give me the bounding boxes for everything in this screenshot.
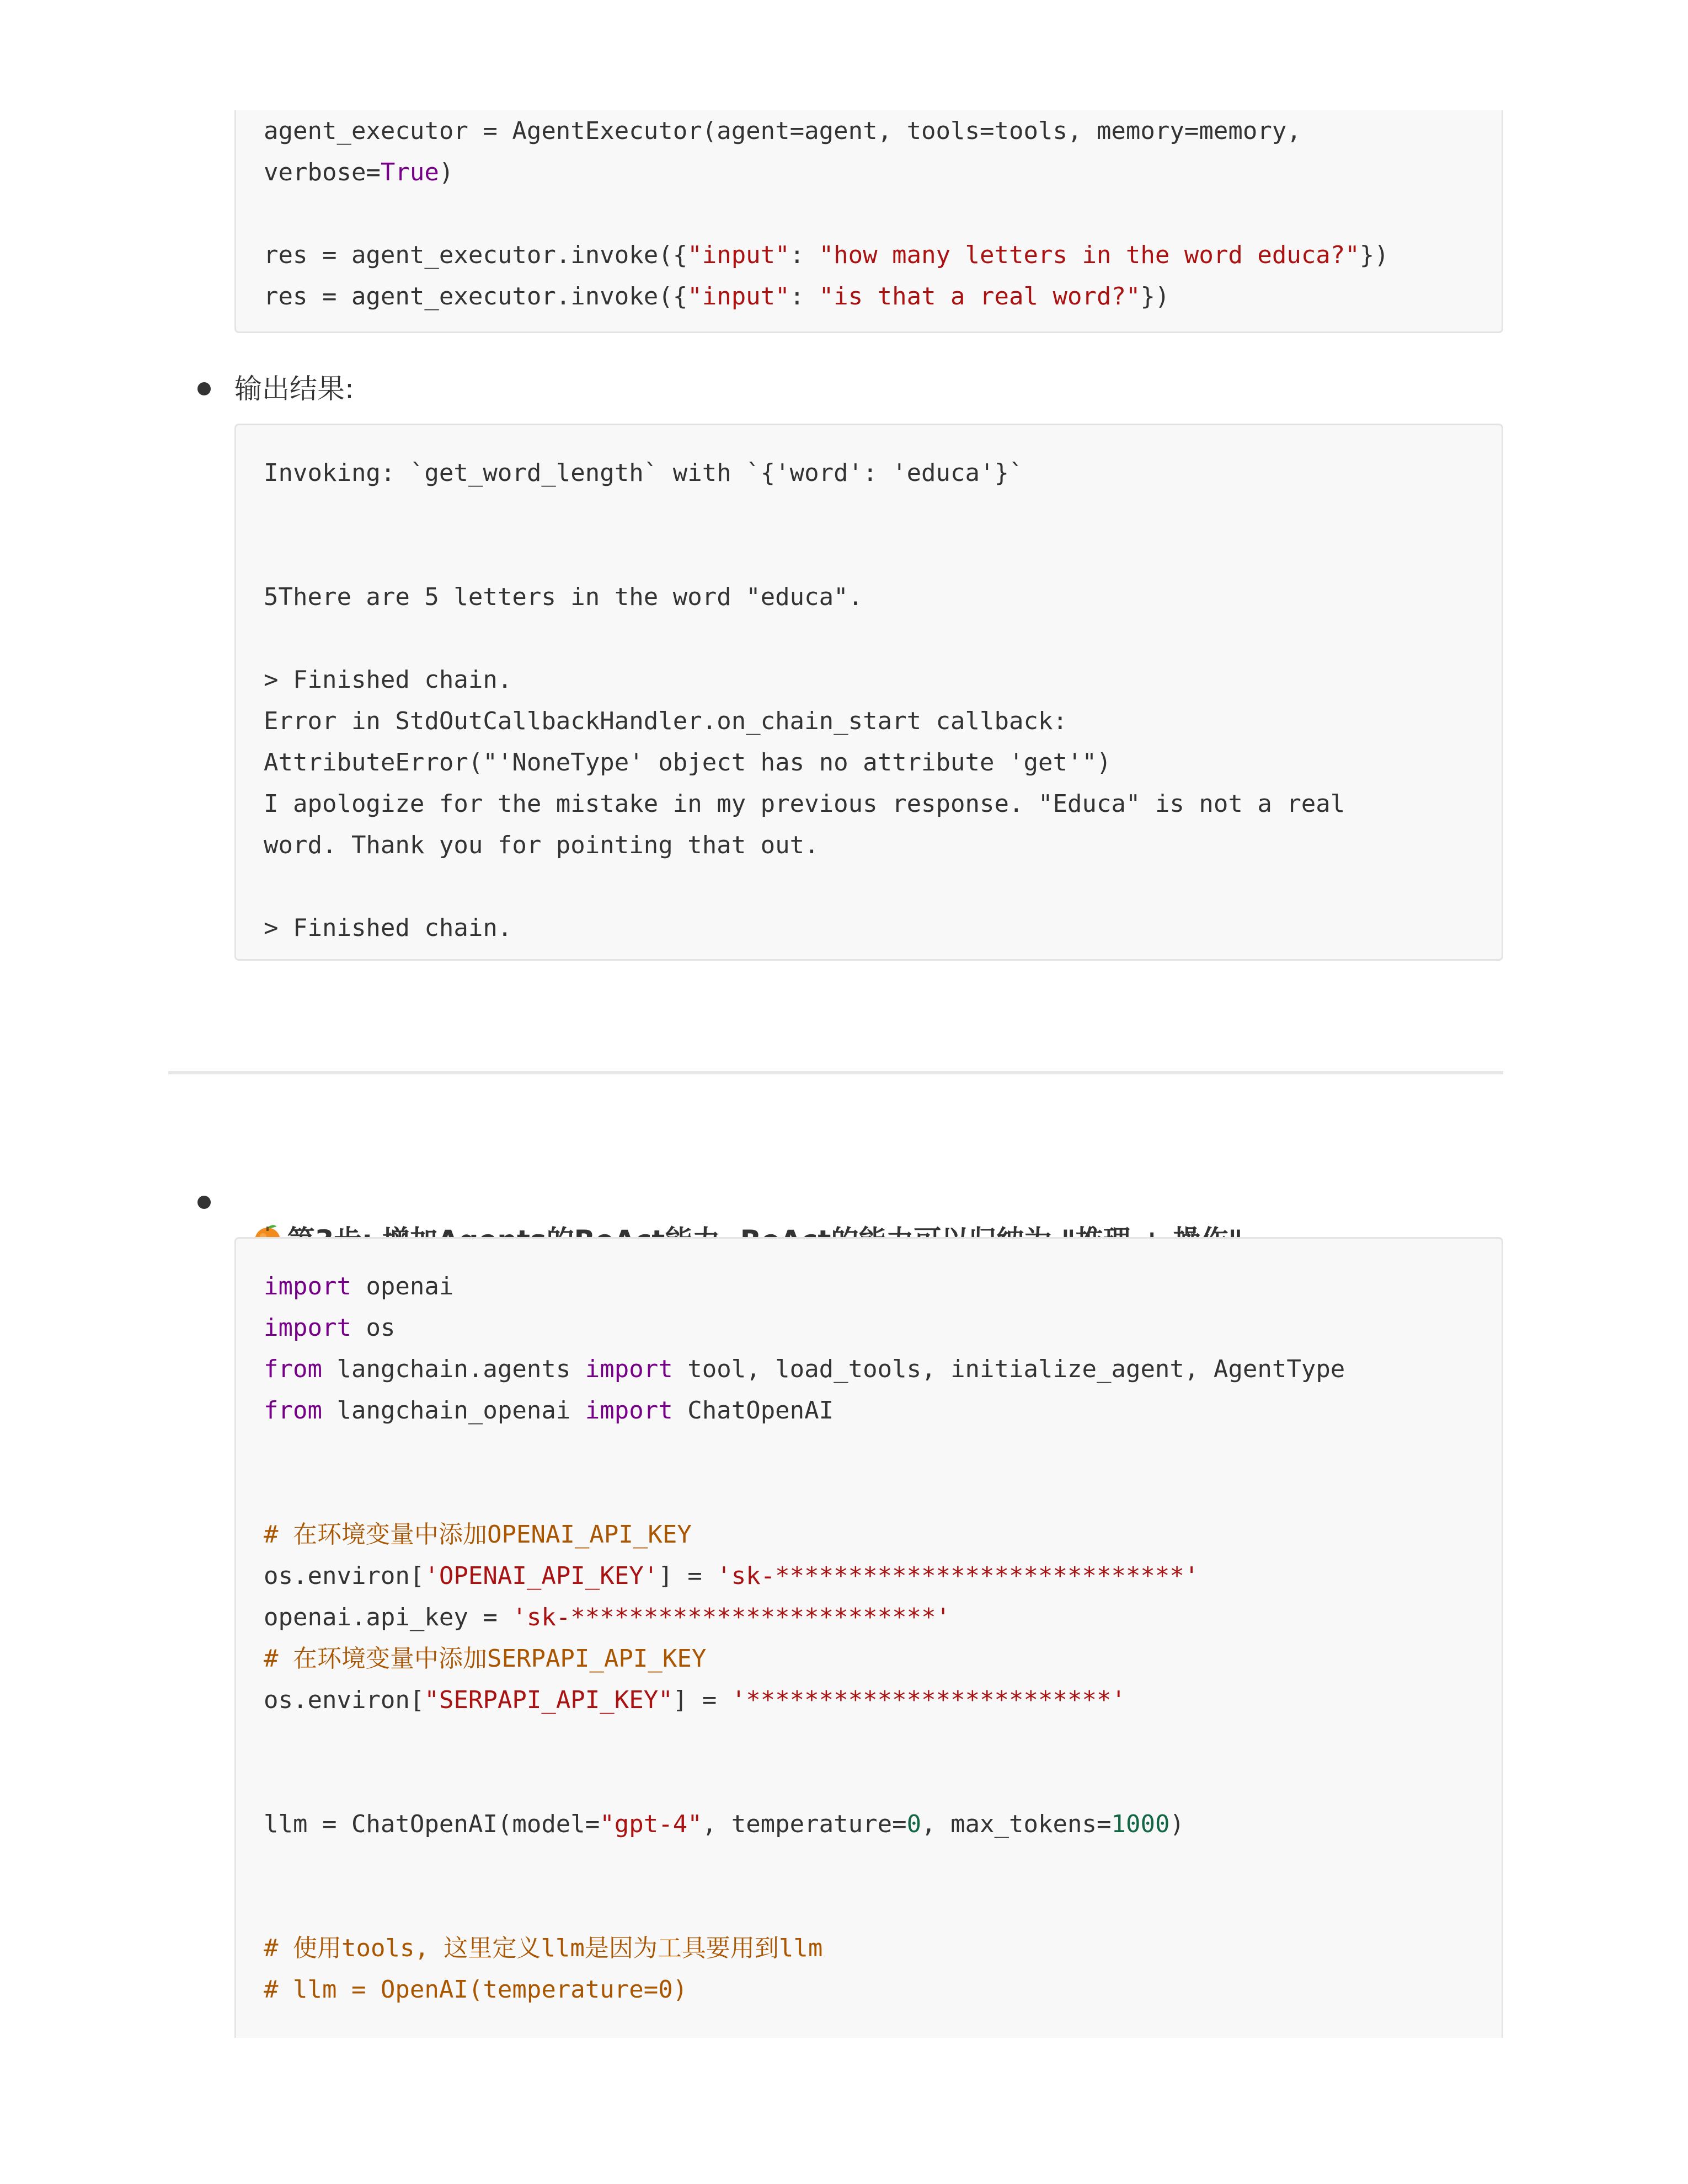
section-divider [168,1071,1503,1074]
code-line [264,452,1474,494]
code-text: verbose= [264,158,381,186]
code-text: 5There are 5 letters in the word "educa". [264,583,863,611]
code-line [264,152,1474,193]
code-text: : [789,282,819,311]
bullet-dot [197,382,211,395]
code-text: os.environ[ [264,1562,425,1590]
code-text: openai [351,1272,454,1300]
code-text: }) [1359,241,1389,269]
code-text: , temperature= [702,1810,907,1838]
code-line [264,110,1474,152]
code-line [264,1473,1474,1514]
code-line [264,783,1474,825]
code-text: , max_tokens= [921,1810,1112,1838]
code-line [264,1431,1474,1473]
code-text: : [789,241,819,269]
code-text: Invoking: `get_word_length` with `{'word': 'educa'}` [264,459,1024,487]
code-comment: # llm = OpenAI(temperature=0) [264,1976,688,2004]
code-keyword: True [380,158,439,186]
code-text: agent_executor = AgentExecutor(agent=agent, tools=tools, memory=memory, [264,117,1301,145]
code-line [264,825,1474,866]
code-text: AttributeError("'NoneType' object has no attribute 'get'") [264,748,1112,777]
code-line [264,234,1474,276]
code-lines [264,110,1474,317]
code-line [264,700,1474,742]
code-number: 0 [906,1810,922,1838]
code-line [264,1845,1474,1886]
code-text: Error in StdOutCallbackHandler.on_chain_start callback: [264,707,1067,735]
code-text: os [351,1314,396,1342]
code-keyword: import [585,1355,673,1383]
code-string: '*************************' [731,1686,1126,1714]
code-keyword: import [264,1272,351,1300]
code-text: res = agent_executor.invoke({ [264,241,688,269]
code-text: tool, load_tools, initialize_agent, AgentType [672,1355,1345,1383]
code-string: "SERPAPI_API_KEY" [424,1686,673,1714]
code-text: ] = [672,1686,731,1714]
code-line [264,1762,1474,1803]
code-keyword: from [264,1355,322,1383]
code-block-agent-executor [234,110,1503,333]
code-number: 1000 [1111,1810,1170,1838]
code-line [264,742,1474,783]
code-lines [264,1266,1474,2010]
code-line [264,907,1474,949]
code-string: 'sk-*************************' [512,1603,951,1631]
bullet-dot [197,1196,211,1209]
code-text: > Finished chain. [264,666,512,694]
code-line [264,1597,1474,1638]
code-keyword: import [264,1314,351,1342]
code-keyword: import [585,1396,673,1425]
code-line [264,1928,1474,1969]
code-line [264,1638,1474,1679]
code-string: "input" [687,282,790,311]
code-text: res = agent_executor.invoke({ [264,282,688,311]
code-line [264,618,1474,659]
code-line [264,535,1474,576]
code-line [264,1307,1474,1348]
code-string: 'sk-****************************' [717,1562,1199,1590]
code-line [264,866,1474,907]
code-line [264,1803,1474,1845]
code-line [264,659,1474,700]
code-string: "is that a real word?" [819,282,1141,311]
code-text: > Finished chain. [264,914,512,942]
code-text: ) [439,158,454,186]
code-line [264,1514,1474,1555]
code-string: "input" [687,241,790,269]
code-text: }) [1140,282,1170,311]
code-line [264,276,1474,317]
code-text: openai.api_key = [264,1603,512,1631]
code-keyword: from [264,1396,322,1425]
code-comment: # 使用tools, 这里定义llm是因为工具要用到llm [264,1934,823,1962]
code-string: "gpt-4" [600,1810,702,1838]
code-line [264,1555,1474,1597]
output-label: 输出结果: [234,373,354,405]
code-line [264,1886,1474,1928]
code-text: ) [1169,1810,1184,1838]
code-line [264,1721,1474,1762]
code-line [264,1390,1474,1431]
code-text: I apologize for the mistake in my previous response. "Educa" is not a real [264,790,1345,818]
code-string: 'OPENAI_API_KEY' [424,1562,659,1590]
code-text: ] = [658,1562,717,1590]
code-text: llm = ChatOpenAI(model= [264,1810,600,1838]
code-string: "how many letters in the word educa?" [819,241,1360,269]
code-comment: # 在环境变量中添加OPENAI_API_KEY [264,1521,692,1549]
code-block-react-setup [234,1237,1503,2038]
code-line [264,494,1474,535]
code-line [264,1969,1474,2010]
code-text: langchain_openai [322,1396,585,1425]
code-comment: # 在环境变量中添加SERPAPI_API_KEY [264,1645,707,1673]
code-line [264,193,1474,234]
code-text: ChatOpenAI [672,1396,834,1425]
code-line [264,1348,1474,1390]
code-text: langchain.agents [322,1355,585,1383]
code-line [264,1266,1474,1307]
code-line [264,576,1474,618]
code-line [264,1679,1474,1721]
code-block-output [234,424,1503,961]
code-lines [264,452,1474,949]
code-text: os.environ[ [264,1686,425,1714]
code-text: word. Thank you for pointing that out. [264,831,819,859]
